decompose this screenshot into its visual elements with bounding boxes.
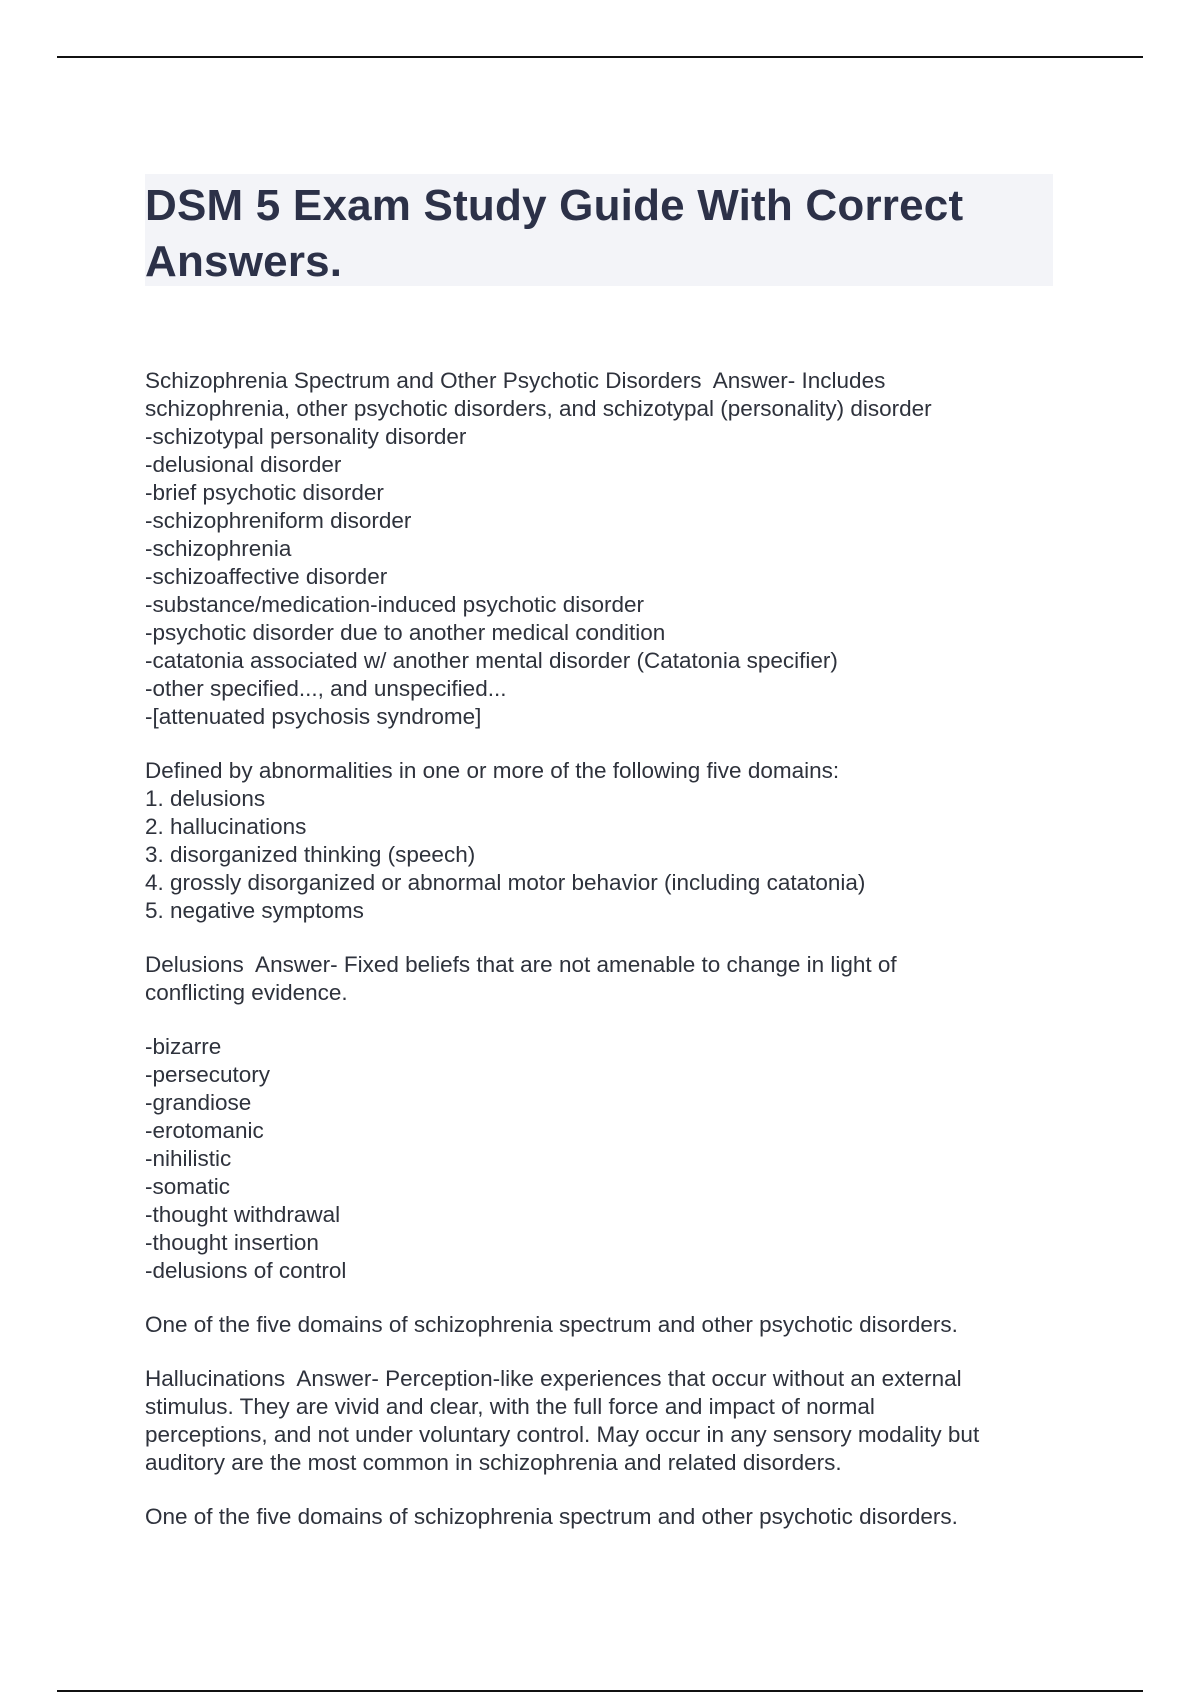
document-body (145, 367, 1055, 1557)
list-item: 2. hallucinations (145, 814, 307, 839)
list-item: -erotomanic (145, 1118, 264, 1143)
list-item: -thought insertion (145, 1230, 319, 1255)
list-item: -somatic (145, 1174, 231, 1199)
text-line: stimulus. They are vivid and clear, with the full force and impact of normal (145, 1394, 875, 1419)
text-line: One of the five domains of schizophrenia spectrum and other psychotic disorders. (145, 1312, 958, 1337)
text-line: schizophrenia, other psychotic disorders, and schizotypal (personality) disorder (145, 396, 932, 421)
list-item: -grandiose (145, 1090, 252, 1115)
list-item: -delusional disorder (145, 452, 342, 477)
list-item: -persecutory (145, 1062, 271, 1087)
paragraph-domain-note-1 (145, 1311, 1055, 1339)
page-title: DSM 5 Exam Study Guide With Correct Answers. (145, 181, 964, 286)
list-item: -nihilistic (145, 1146, 232, 1171)
text-line: One of the five domains of schizophrenia spectrum and other psychotic disorders. (145, 1504, 958, 1529)
list-item: -delusions of control (145, 1258, 347, 1283)
list-item: -bizarre (145, 1034, 222, 1059)
paragraph-delusion-types (145, 1033, 1055, 1285)
paragraph-delusions (145, 951, 1055, 1007)
list-item: 3. disorganized thinking (speech) (145, 842, 476, 867)
list-item: -schizophrenia (145, 536, 292, 561)
list-item: -catatonia associated w/ another mental disorder (Catatonia specifier) (145, 648, 838, 673)
list-item: 4. grossly disorganized or abnormal motor behavior (including catatonia) (145, 870, 866, 895)
top-rule (57, 56, 1143, 58)
paragraph-five-domains (145, 757, 1055, 925)
list-item: -substance/medication-induced psychotic disorder (145, 592, 645, 617)
text-line: Delusions Answer- Fixed beliefs that are not amenable to change in light of (145, 952, 897, 977)
text-line: conflicting evidence. (145, 980, 348, 1005)
list-item: -[attenuated psychosis syndrome] (145, 704, 482, 729)
list-item: -schizoaffective disorder (145, 564, 388, 589)
list-item: -brief psychotic disorder (145, 480, 384, 505)
paragraph-domain-note-2 (145, 1503, 1055, 1531)
text-line: perceptions, and not under voluntary control. May occur in any sensory modality but (145, 1422, 980, 1447)
text-line: auditory are the most common in schizophrenia and related disorders. (145, 1450, 842, 1475)
list-item: -psychotic disorder due to another medical condition (145, 620, 666, 645)
paragraph-schizophrenia-spectrum (145, 367, 1055, 731)
list-item: -thought withdrawal (145, 1202, 341, 1227)
text-line: Hallucinations Answer- Perception-like experiences that occur without an external (145, 1366, 962, 1391)
text-line: Defined by abnormalities in one or more of the following five domains: (145, 758, 840, 783)
list-item: 5. negative symptoms (145, 898, 364, 923)
list-item: -other specified..., and unspecified... (145, 676, 507, 701)
title-block (145, 174, 1053, 286)
bottom-rule (57, 1690, 1143, 1692)
paragraph-hallucinations (145, 1365, 1055, 1477)
text-line: Schizophrenia Spectrum and Other Psychotic Disorders Answer- Includes (145, 368, 886, 393)
list-item: 1. delusions (145, 786, 266, 811)
list-item: -schizotypal personality disorder (145, 424, 467, 449)
list-item: -schizophreniform disorder (145, 508, 412, 533)
